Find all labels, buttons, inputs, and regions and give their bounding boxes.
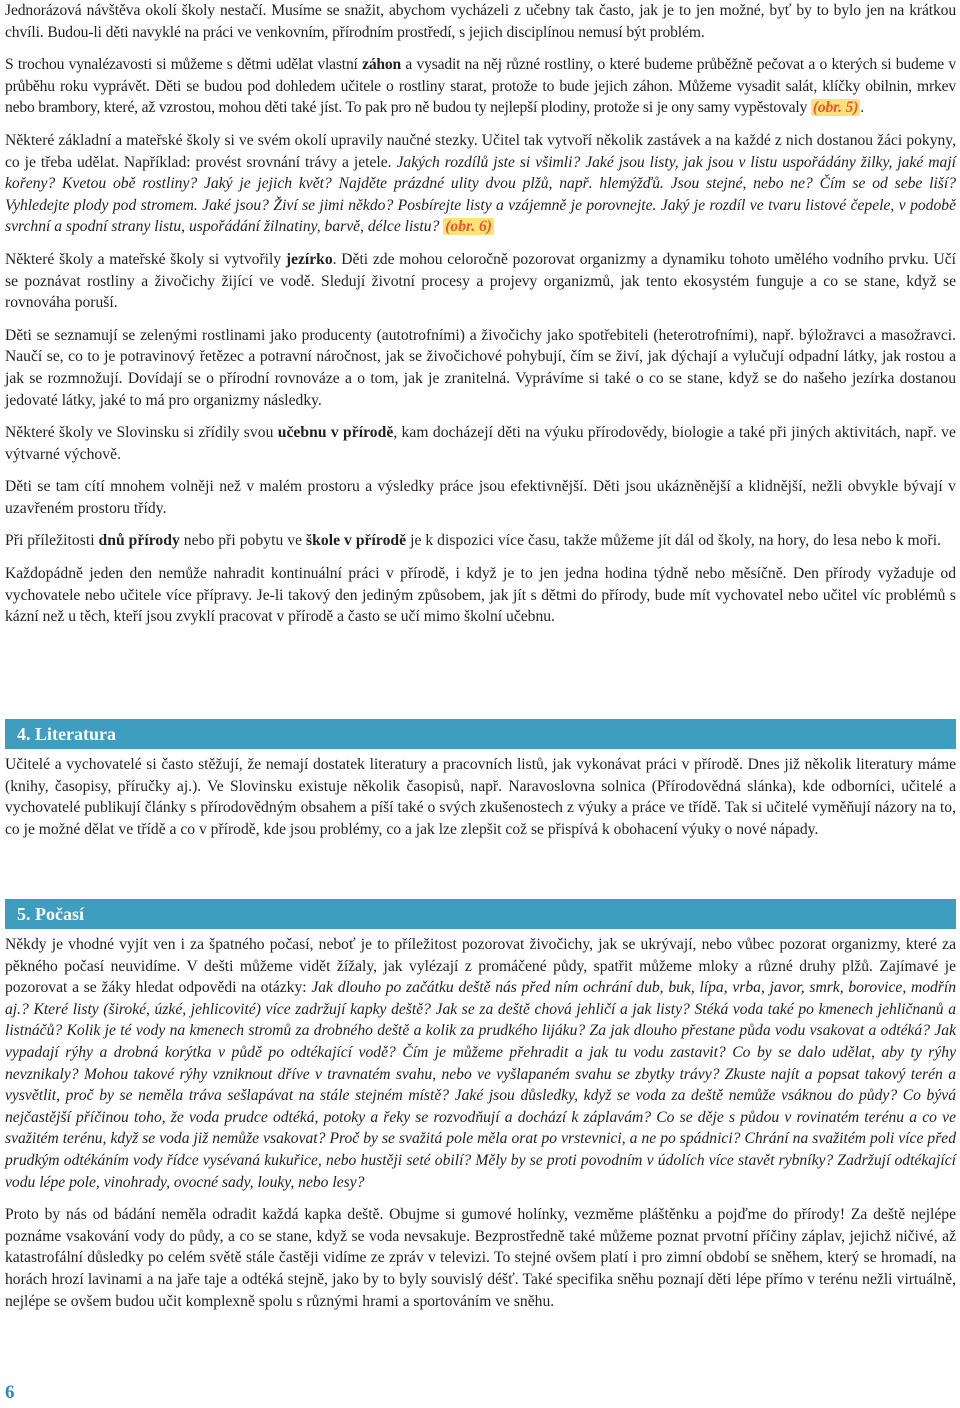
term-ucebna-v-prirode: učebnu v přírodě — [277, 424, 394, 442]
paragraph-rain-exploration: Proto by nás od bádání neměla odradit každá kapka deště. Obujme si gumové holínky, vezměme pláštěnku a pojďme do přírody! Za deště nejlépe poznáme vsakování vody do půdy, a co se stane, když se voda nevsakuje. Bezprostředně také můžeme poznat prvotní příčiny záplav, jejichž ničivé, až katastrofální důsledky po celém světě stále častěji vidíme ze zpráv v televizi. To stejné ovšem platí i pro zimní období se sněhem, který se hromadí, na horách hrozí lavinami a na jaře taje a odtéká stejně, jako by to byly souvislý déšť. Také specifika sněhu poznají děti lépe přímo v terénu nežli virtuálně, nejlépe se ovšem budou učit komplexně spolu s různými hrami a sportováním ve sněhu. — [5, 1206, 956, 1310]
term-zahon: záhon — [362, 56, 402, 74]
term-skola-v-prirode: škole v přírodě — [306, 532, 407, 550]
paragraph-producers-consumers: Děti se seznamují se zelenými rostlinami jako producenty (autotrofními) a živočichy jako spotřebiteli (heterotrofními), např. býložravci a masožravci. Naučí se, co to je potravinový řetězec a potravní náročnost, jak se živočichové pohybují, čím se živí, jak dýchají a vylučují odpadní látky, jak rostou a jak se rozmnožují. Dovídají se o přírodní rovnováze a o tom, jak je zranitelná. Vyprávíme si také o co se stane, když se do našeho jezírka dostanou jedovaté látky, jaké to má pro organizmy následky. — [5, 326, 956, 409]
term-jezirko: jezírko — [285, 250, 333, 268]
paragraph-nature-trails: Některé základní a mateřské školy si ve svém okolí upravily naučné stezky. Učitel tak vytvoří několik zastávek a na každé z nich dostanou žáci pokyny, co je třeba udělat. Například: provést srovnání trávy a jetele. Jakých rozdílů jste si všimli? Jaké jsou listy, jak jsou v listu uspořádány žilky, jaké mají kořeny? Kvetou obě rostliny? Jaký je jejich květ? Najděte prázdné ulity dvou plžů, např. hlemýžďů. Jsou stejné, nebo ne? Čím se od sebe liší? Vyhledejte plody pod stromem. Jaké jsou? Živí se jimi někdo? Posbírejte listy a vzájemně je porovnejte. Jaký je rozdíl ve tvaru listové čepele, v podobě svrchní a spodní strany listu, uspořádání žilnatiny, barvě, délce listu? (obr. 6) — [5, 131, 956, 236]
paragraph-outdoor-classroom: Některé školy ve Slovinsku si zřídily svou učebnu v přírodě, kam docházejí děti na výuku přírodovědy, biologie a také při jiných aktivitách, např. ve výtvarné výchově. — [5, 424, 956, 463]
rain-questions: Jak dlouho po začátku deště nás před ním ochrání dub, buk, lípa, vrba, javor, smrk, borovice, modřín aj.? Které listy (široké, úzké, jehlicovité) více zadržují kapky deště? Jak se za deště chová jehličí a jak listy? Stéká voda také po kmenech jehličnanů a listnáčů? Kolik je té vody na kmenech stromů za drobného deště a kolik za prudkého lijáku? Za jak dlouho přestane půda vodu vsakovat a odtéká? Jak vypadají rýhy a drobná korýtka v půdě po odtékající vodě? Čím je můžeme přehradit a jak tu vodu zastavit? Co by se dalo udělat, aby ty rýhy nevznikaly? Mohou takové rýhy vzniknout dříve v travnatém svahu, nebo ve vyšlapaném svahu se zbytky trávy? Zkuste najít a popsat takový terén a vysvětlit, proč by se neměla tráva sešlapávat na stále stejném místě? Jaké jsou důsledky, když se voda za deště nemůže vsáknou do půdy? Co bývá nejčastější příčinou toho, že voda prudce odtéká, potoky a řeky se rozvodňují a dochází k záplavám? Co se děje s půdou v rovinatém terénu a co ve svažitém terénu, když se voda již nemůže vsakovat? Proč by se svažitá pole měla orat po vrstevnici, a ne po spádnici? Chrání na svažitém poli více před prudkým odtékáním vody řídce vysévaná kukuřice, nebo hustěji seté obilí? Měly by se proti povodním v údolích více stavět rybníky? Zadržují odtékající vodu lépe pole, vinohrady, ovocné sady, louky, nebo lesy? — [5, 979, 956, 1191]
paragraph-literature: Učitelé a vychovatelé si často stěžují, že nemají dostatek literatury a pracovních listů, jak vykonávat práci v přírodě. Dnes již několik literatury máme (knihy, časopisy, příručky aj.). Ve Slovinsku existuje několik časopisů, např. Naravoslovna solnica (Přírodovědná slánka), kde odborníci, učitelé a vychovatelé publikují články s přírodovědným obsahem a píší také o svých zkušenostech z výuky a práce ve třídě. Tak si učitelé vyměňují názory na to, co je možné dělat ve třídě a co v přírodě, kde jsou problémy, co a jak lze zlepšit což se přispívá k obohacení výuky o nové nápady. — [5, 756, 956, 838]
text-block-literatura — [5, 754, 956, 851]
paragraph-short-visit: Jednorázová návštěva okolí školy nestačí. Musíme se snažit, abychom vycházeli z učebny tak často, jak je to jen možné, byť by to bylo jen na krátkou chvíli. Budou-li děti navyklé na práci ve venkovním, přírodním prostředí, s jejich disciplínou nemusí být problém. — [5, 2, 956, 41]
page-number: 6 — [5, 1382, 15, 1403]
paragraph-continuous-work: Každopádně jeden den nemůže nahradit kontinuální práci v přírodě, i když je to jen jedna hodina týdně nebo měsíčně. Den přírody vyžaduje od vychovatele nebo učitele více přípravy. Je-li takový den jediným způsobem, jak jít s dětmi do přírody, bude mít vychovatel nebo učitel víc problémů s kázní než u těch, kteří jsou zvyklí pracovat v přírodě a často se učí mimo školní učebnu. — [5, 565, 956, 626]
paragraph-nature-days: Při příležitosti dnů přírody nebo při pobytu ve škole v přírodě je k dispozici více času, takže můžeme jít dál od školy, na hory, do lesa nebo k moři. — [5, 532, 942, 550]
text-block-intro — [5, 0, 956, 639]
paragraph-bad-weather: Někdy je vhodné vyjít ven i za špatného počasí, neboť je to příležitost pozorovat živočichy, jak se ukrývají, nebo vůbec pozorat organizmy, které za pěkného počasí neuvidíme. V dešti můžeme vidět žížaly, jak vylézají z promáčené půdy, spatřit můžeme mloky a různé druhy plžů. Zajímavé je pozorovat a se žáky hledat odpovědi na otázky: Jak dlouho po začátku deště nás před ním ochrání dub, buk, lípa, vrba, javor, smrk, borovice, modřín aj.? Které listy (široké, úzké, jehlicovité) více zadržují kapky deště? Jak se za deště chová jehličí a jak listy? Stéká voda také po kmenech jehličnanů a listnáčů? Kolik je té vody na kmenech stromů za drobného deště a kolik za prudkého lijáku? Za jak dlouho přestane půda vodu vsakovat a odtéká? Jak vypadají rýhy a drobná korýtka v půdě po odtékající vodě? Čím je můžeme přehradit a jak tu vodu zastavit? Co by se dalo udělat, aby ty rýhy nevznikaly? Mohou takové rýhy vzniknout dříve v travnatém svahu, nebo ve vyšlapaném svahu se zbytky trávy? Zkuste najít a popsat takový terén a vysvětlit, proč by se neměla tráva sešlapávat na stále stejném místě? Jaké jsou důsledky, když se voda za deště nemůže vsáknou do půdy? Co bývá nejčastější příčinou toho, že voda prudce odtéká, potoky a řeky se rozvodňují a dochází k záplavám? Co se děje s půdou v rovinatém terénu a co ve svažitém terénu, když se voda již nemůže vsakovat? Proč by se svažitá pole měla orat po vrstevnici, a ne po spádnici? Chrání na svažitém poli více před prudkým odtékáním vody řídce vysévaná kukuřice, nebo hustěji seté obilí? Měly by se proti povodním v údolích více stavět rybníky? Zadržují odtékající vodu lépe pole, vinohrady, ovocné sady, louky, nebo lesy? — [5, 936, 956, 1191]
paragraph-children-freer: Děti se tam cítí mnohem volněji než v malém prostoru a výsledky práce jsou efektivnější. Děti jsou ukázněnější a klidnější, nežli obvykle bývají v uzavřeném prostoru třídy. — [5, 478, 956, 517]
term-dny-prirody: dnů přírody — [98, 532, 180, 550]
paragraph-garden-bed: S trochou vynalézavosti si můžeme s dětmi udělat vlastní záhon a vysadit na něj různé rostliny, o které budeme průběžně pečovat a o kterých si budeme v průběhu roku vyprávět. Děti se budou pod dohledem učitele o rostliny starat, protože to bude jejich záhon. Můžeme vysadit salát, klíčky obilnin, mrkev nebo brambory, které, až vzrostou, mohou děti také jíst. To pak pro ně budou ty nejlepší plodiny, protože si je ony samy vypěstovaly (obr. 5) . — [5, 56, 956, 117]
figure-ref-6: (obr. 6) — [445, 218, 492, 236]
section-heading-literatura-text: 4. Literatura — [17, 724, 116, 744]
figure-ref-5: (obr. 5) — [812, 99, 859, 117]
text-block-pocasi — [5, 934, 956, 1323]
section-heading-pocasi-text: 5. Počasí — [17, 904, 84, 924]
section-heading-pocasi — [5, 899, 956, 929]
trail-questions: Jakých rozdílů jste si všimli? Jaké jsou listy, jak jsou v listu uspořádány žilky, jaké mají kořeny? Kvetou obě rostliny? Jaký je jejich květ? Najděte prázdné ulity dvou plžů, např. hlemýžďů. Jsou stejné, nebo ne? Čím se od sebe liší? Vyhledejte plody pod stromem. Jaké jsou? Živí se jimi někdo? Posbírejte listy a vzájemně je porovnejte. Jaký je rozdíl ve tvaru listové čepele, v podobě svrchní a spodní strany listu, uspořádání žilnatiny, barvě, délce listu? — [5, 153, 956, 236]
paragraph-pond: Některé školy a mateřské školy si vytvořily jezírko. Děti zde mohou celoročně pozorovat organizmy a dynamiku tohoto umělého vodního prvku. Učí se poznávat rostliny a živočichy žijící ve vodě. Sledují životní procesy a projevy organizmů, jak tento ekosystém funguje a co se stane, když se rovnováha poruší. — [5, 250, 957, 312]
section-heading-literatura — [5, 719, 956, 749]
